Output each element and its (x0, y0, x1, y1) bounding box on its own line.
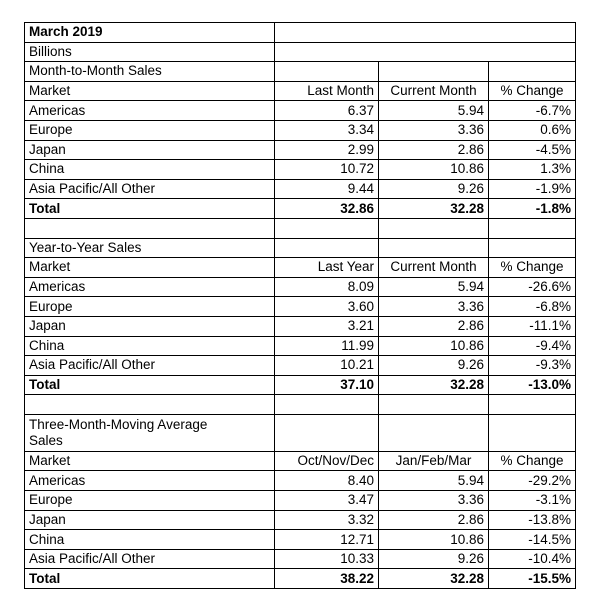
units-row (25, 42, 576, 62)
market-cell: China (25, 160, 275, 180)
change-cell: -9.4% (489, 336, 576, 356)
change-cell: 1.3% (489, 160, 576, 180)
column-header: Market (25, 451, 275, 471)
change-cell: -26.6% (489, 277, 576, 297)
section-heading-row (25, 414, 576, 451)
table-row (25, 491, 576, 511)
change-cell: -11.1% (489, 316, 576, 336)
table-row (25, 356, 576, 376)
units-label: Billions (25, 42, 275, 62)
spacer-row (25, 395, 576, 415)
title-row (25, 23, 576, 43)
value-cell: 10.72 (275, 160, 379, 180)
value-cell: 11.99 (275, 336, 379, 356)
value-cell: 9.26 (379, 356, 489, 376)
section-heading-row (25, 238, 576, 258)
change-cell: -9.3% (489, 356, 576, 376)
column-header: Current Month (379, 258, 489, 278)
value-cell: 10.33 (275, 549, 379, 569)
table-row (25, 140, 576, 160)
value-cell: 10.86 (379, 530, 489, 550)
change-cell: -29.2% (489, 471, 576, 491)
column-header: % Change (489, 81, 576, 101)
value-cell: 10.86 (379, 336, 489, 356)
value-cell: 3.36 (379, 297, 489, 317)
total-change: -1.8% (489, 199, 576, 219)
value-cell: 2.86 (379, 510, 489, 530)
total-value: 32.86 (275, 199, 379, 219)
table-row (25, 297, 576, 317)
spacer-row (25, 218, 576, 238)
market-cell: China (25, 530, 275, 550)
total-change: -13.0% (489, 375, 576, 395)
value-cell: 2.86 (379, 316, 489, 336)
total-value: 37.10 (275, 375, 379, 395)
total-label: Total (25, 569, 275, 589)
column-header: Oct/Nov/Dec (275, 451, 379, 471)
table-row (25, 510, 576, 530)
column-header: % Change (489, 451, 576, 471)
column-header: % Change (489, 258, 576, 278)
value-cell: 3.36 (379, 491, 489, 511)
table-row (25, 336, 576, 356)
market-cell: Europe (25, 120, 275, 140)
table-row (25, 179, 576, 199)
section-heading (25, 414, 275, 451)
market-cell: Asia Pacific/All Other (25, 356, 275, 376)
value-cell: 3.34 (275, 120, 379, 140)
change-cell: -1.9% (489, 179, 576, 199)
report-title: March 2019 (25, 23, 275, 43)
column-header: Last Year (275, 258, 379, 278)
table-row (25, 101, 576, 121)
value-cell: 2.99 (275, 140, 379, 160)
table-row (25, 316, 576, 336)
section-heading-row (25, 62, 576, 82)
market-cell: Europe (25, 491, 275, 511)
table-row (25, 120, 576, 140)
total-label: Total (25, 199, 275, 219)
value-cell: 9.26 (379, 549, 489, 569)
value-cell: 3.60 (275, 297, 379, 317)
value-cell: 5.94 (379, 101, 489, 121)
total-row (25, 569, 576, 589)
market-cell: Japan (25, 316, 275, 336)
table-row (25, 471, 576, 491)
market-cell: Americas (25, 101, 275, 121)
market-cell: Asia Pacific/All Other (25, 179, 275, 199)
table-row (25, 549, 576, 569)
column-header-row (25, 258, 576, 278)
column-header: Market (25, 81, 275, 101)
market-cell: Japan (25, 510, 275, 530)
total-row (25, 199, 576, 219)
table-row (25, 277, 576, 297)
value-cell: 5.94 (379, 277, 489, 297)
value-cell: 12.71 (275, 530, 379, 550)
change-cell: 0.6% (489, 120, 576, 140)
total-value: 32.28 (379, 199, 489, 219)
value-cell: 3.32 (275, 510, 379, 530)
total-row (25, 375, 576, 395)
value-cell: 3.21 (275, 316, 379, 336)
value-cell: 10.21 (275, 356, 379, 376)
market-cell: Americas (25, 277, 275, 297)
change-cell: -3.1% (489, 491, 576, 511)
value-cell: 10.86 (379, 160, 489, 180)
total-value: 32.28 (379, 375, 489, 395)
change-cell: -6.7% (489, 101, 576, 121)
total-change: -15.5% (489, 569, 576, 589)
section-heading-text: Three-Month-Moving Average Sales (29, 416, 208, 448)
value-cell: 8.40 (275, 471, 379, 491)
change-cell: -14.5% (489, 530, 576, 550)
section-heading: Year-to-Year Sales (25, 238, 275, 258)
value-cell: 3.36 (379, 120, 489, 140)
column-header-row (25, 451, 576, 471)
sales-table (24, 22, 576, 589)
change-cell: -10.4% (489, 549, 576, 569)
table-row (25, 530, 576, 550)
market-cell: China (25, 336, 275, 356)
value-cell: 6.37 (275, 101, 379, 121)
table-row (25, 160, 576, 180)
column-header: Market (25, 258, 275, 278)
column-header: Current Month (379, 81, 489, 101)
change-cell: -6.8% (489, 297, 576, 317)
value-cell: 9.26 (379, 179, 489, 199)
value-cell: 2.86 (379, 140, 489, 160)
total-value: 38.22 (275, 569, 379, 589)
total-value: 32.28 (379, 569, 489, 589)
market-cell: Europe (25, 297, 275, 317)
market-cell: Asia Pacific/All Other (25, 549, 275, 569)
total-label: Total (25, 375, 275, 395)
value-cell: 9.44 (275, 179, 379, 199)
value-cell: 3.47 (275, 491, 379, 511)
change-cell: -13.8% (489, 510, 576, 530)
column-header: Jan/Feb/Mar (379, 451, 489, 471)
market-cell: Americas (25, 471, 275, 491)
section-heading: Month-to-Month Sales (25, 62, 275, 82)
column-header-row (25, 81, 576, 101)
value-cell: 5.94 (379, 471, 489, 491)
column-header: Last Month (275, 81, 379, 101)
market-cell: Japan (25, 140, 275, 160)
value-cell: 8.09 (275, 277, 379, 297)
change-cell: -4.5% (489, 140, 576, 160)
